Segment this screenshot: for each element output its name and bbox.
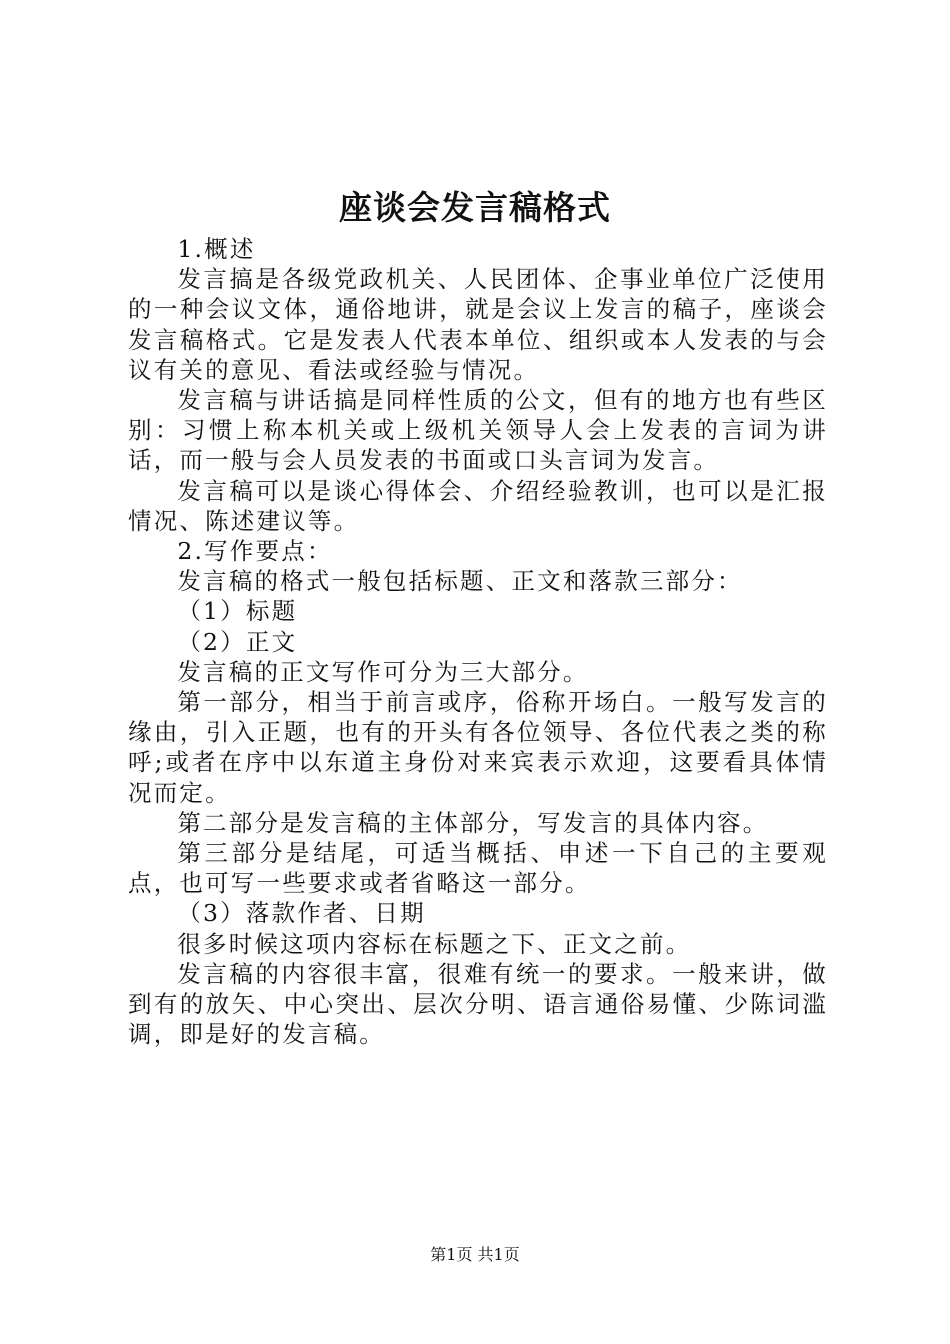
- paragraph: 第二部分是发言稿的主体部分，写发言的具体内容。: [177, 808, 769, 837]
- document-body: [128, 234, 828, 1049]
- paragraph: 发言稿的正文写作可分为三大部分。: [177, 657, 589, 686]
- list-item-body: （2）正文: [177, 627, 298, 656]
- paragraph: 很多时候这项内容标在标题之下、正文之前。: [177, 929, 692, 958]
- list-item-signature: （3）落款作者、日期: [177, 899, 426, 928]
- section-heading-overview: 1.概述: [177, 235, 256, 263]
- paragraph: 第一部分，相当于前言或序，俗称开场白。一般写发言的缘由，引入正题，也有的开头有各位领导、各位代表之类的称呼;或者在序中以东道主身份对来宾表示欢迎，这要看具体情况而定。: [128, 688, 828, 807]
- paragraph: 第三部分是结尾，可适当概括、申述一下自己的主要观点，也可写一些要求或者省略这一部分。: [128, 839, 828, 898]
- paragraph: 发言稿的内容很丰富，很难有统一的要求。一般来讲，做到有的放矢、中心突出、层次分明、语言通俗易懂、少陈词滥调，即是好的发言稿。: [128, 959, 828, 1049]
- list-item-title: （1）标题: [177, 597, 298, 626]
- document-title: 座谈会发言稿格式: [339, 188, 611, 227]
- paragraph: 发言稿与讲话搞是同样性质的公文，但有的地方也有些区别：习惯上称本机关或上级机关领导人会上发表的言词为讲话，而一般与会人员发表的书面或口头言词为发言。: [128, 386, 828, 475]
- paragraph: 发言搞是各级党政机关、人民团体、企事业单位广泛使用的一种会议文体，通俗地讲，就是会议上发言的稿子，座谈会发言稿格式。它是发表人代表本单位、组织或本人发表的与会议有关的意见、看法或经验与情况。: [128, 265, 828, 384]
- section-heading-writing-points: 2.写作要点：: [177, 537, 333, 566]
- page-number-footer: 第1页 共1页: [430, 1245, 520, 1264]
- paragraph: 发言稿可以是谈心得体会、介绍经验教训，也可以是汇报情况、陈述建议等。: [128, 476, 828, 535]
- paragraph: 发言稿的格式一般包括标题、正文和落款三部分：: [177, 567, 743, 596]
